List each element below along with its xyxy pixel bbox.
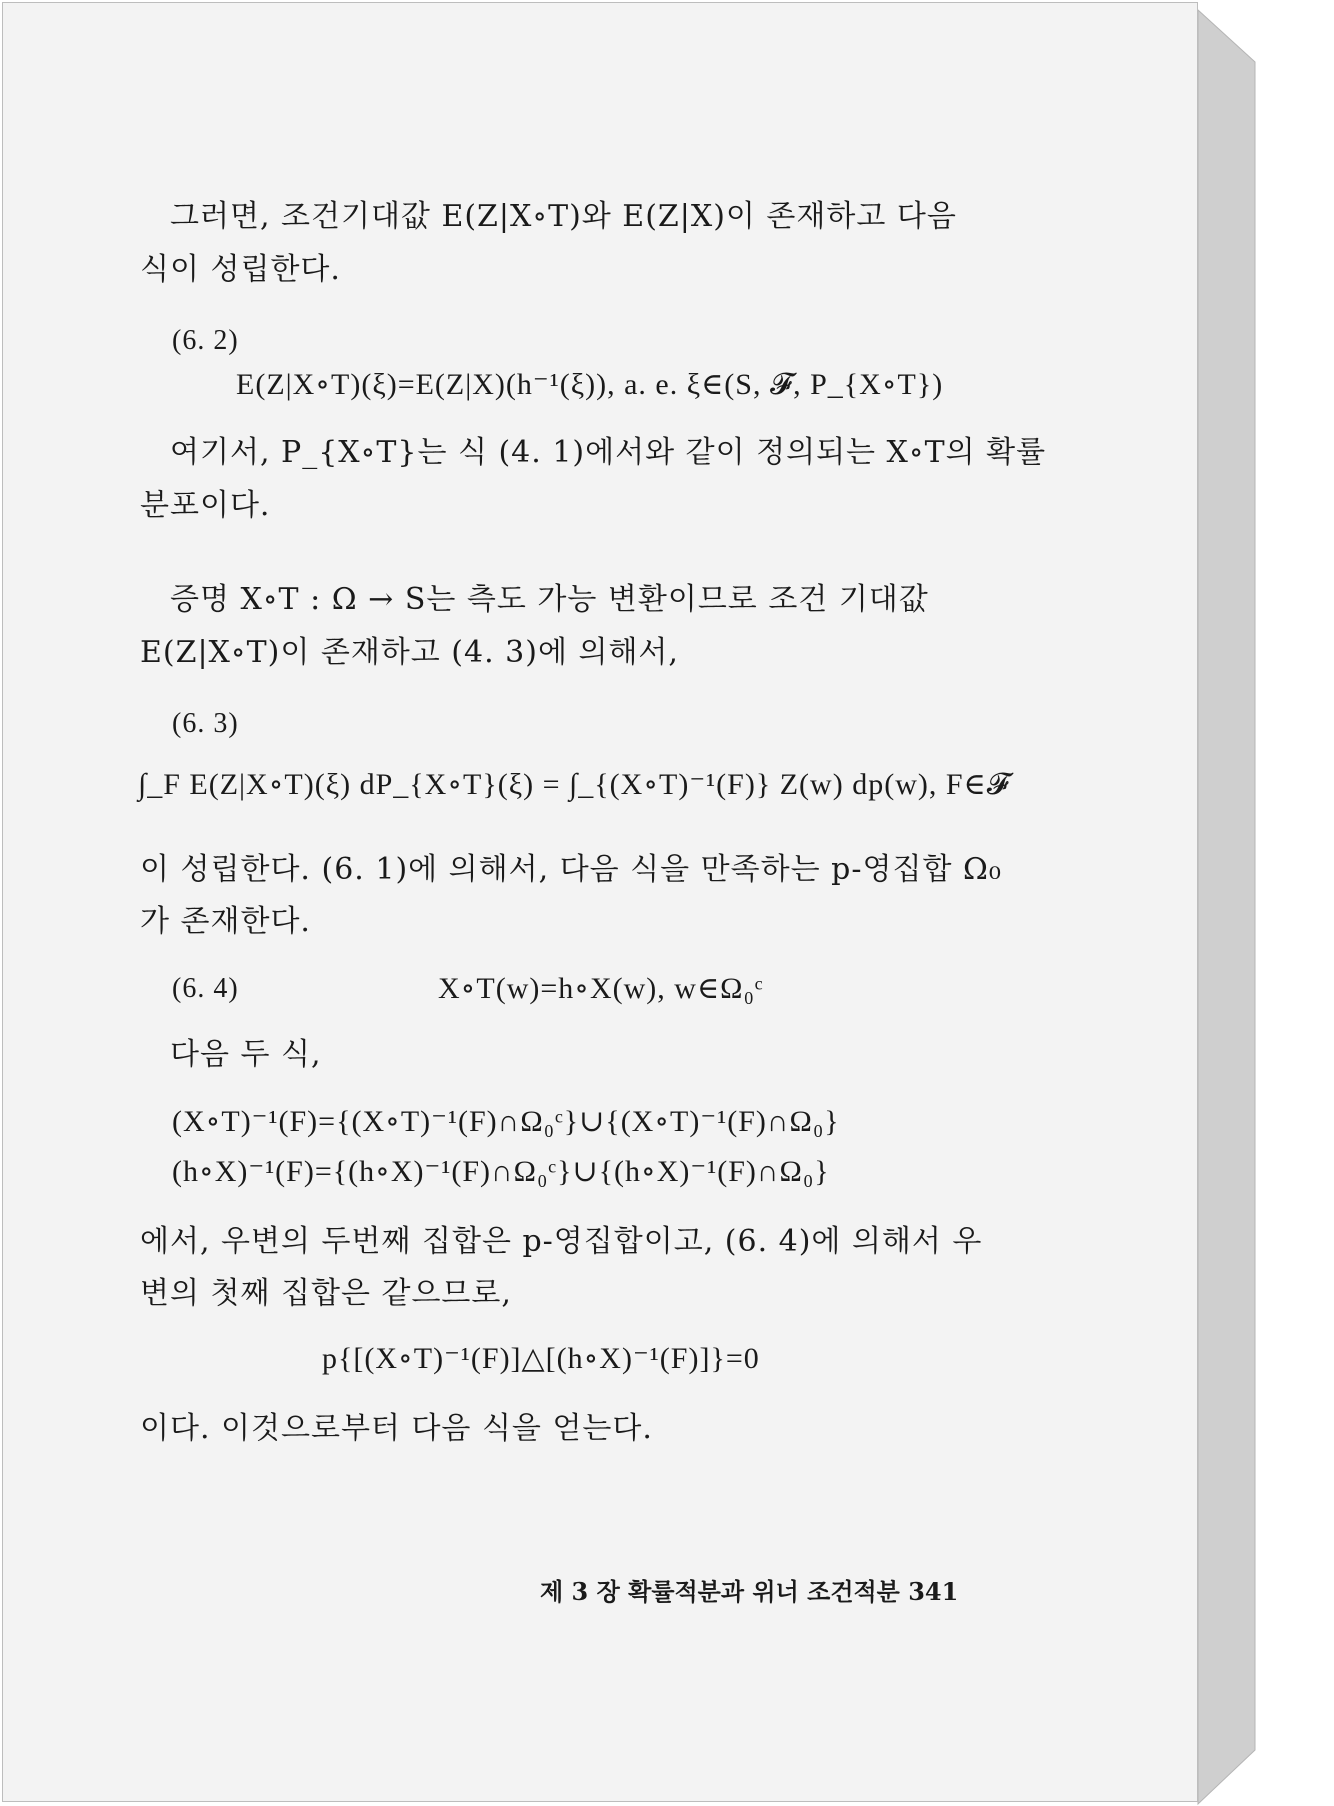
- paragraph-6-line-1: 이다. 이것으로부터 다음 식을 얻는다.: [140, 1411, 653, 1446]
- page-footer: 제 3 장 확률적분과 위너 조건적분 341: [540, 1577, 959, 1606]
- paragraph-2-line-1: 여기서, P_{X∘T}는 식 (4. 1)에서와 같이 정의되는 X∘T의 확률: [170, 435, 1047, 470]
- set-equation-1: (X∘T)⁻¹(F)={(X∘T)⁻¹(F)∩Ω₀ᶜ}∪{(X∘T)⁻¹(F)∩Ω₀}: [172, 1105, 840, 1138]
- paragraph-1-line-1: 그러면, 조건기대값 E(Z|X∘T)와 E(Z|X)이 존재하고 다음: [170, 199, 957, 234]
- paragraph-3-line-1: 이 성립한다. (6. 1)에 의해서, 다음 식을 만족하는 p-영집합 Ω₀: [140, 852, 1002, 887]
- set-equation-2: (h∘X)⁻¹(F)={(h∘X)⁻¹(F)∩Ω₀ᶜ}∪{(h∘X)⁻¹(F)∩Ω₀}: [172, 1155, 830, 1188]
- equation-6-3: ∫_F E(Z|X∘T)(ξ) dP_{X∘T}(ξ) = ∫_{(X∘T)⁻¹(F)} Z(w) dp(w), F∈𝓕: [138, 768, 1010, 801]
- paragraph-3-line-2: 가 존재한다.: [140, 904, 311, 939]
- proof-line-2: E(Z|X∘T)이 존재하고 (4. 3)에 의해서,: [140, 635, 679, 670]
- paragraph-5-line-2: 변의 첫째 집합은 같으므로,: [140, 1276, 512, 1311]
- paragraph-1-line-2: 식이 성립한다.: [140, 252, 341, 287]
- equation-6-4: X∘T(w)=h∘X(w), w∈Ω₀ᶜ: [438, 972, 764, 1005]
- equation-label-6-3: (6. 3): [172, 708, 239, 739]
- paragraph-2-line-2: 분포이다.: [140, 488, 271, 523]
- proof-line-1: 증명 X∘T : Ω → S는 측도 가능 변환이므로 조건 기대값: [170, 582, 929, 617]
- paragraph-4-line-1: 다음 두 식,: [170, 1037, 322, 1072]
- equation-label-6-4: (6. 4): [172, 973, 239, 1004]
- equation-6-2: E(Z|X∘T)(ξ)=E(Z|X)(h⁻¹(ξ)), a. e. ξ∈(S, 𝓕, P_{X∘T}): [236, 368, 944, 401]
- symmetric-difference-equation: p{[(X∘T)⁻¹(F)]△[(h∘X)⁻¹(F)]}=0: [322, 1342, 760, 1375]
- equation-label-6-2: (6. 2): [172, 325, 239, 356]
- paragraph-5-line-1: 에서, 우변의 두번째 집합은 p-영집합이고, (6. 4)에 의해서 우: [140, 1224, 983, 1259]
